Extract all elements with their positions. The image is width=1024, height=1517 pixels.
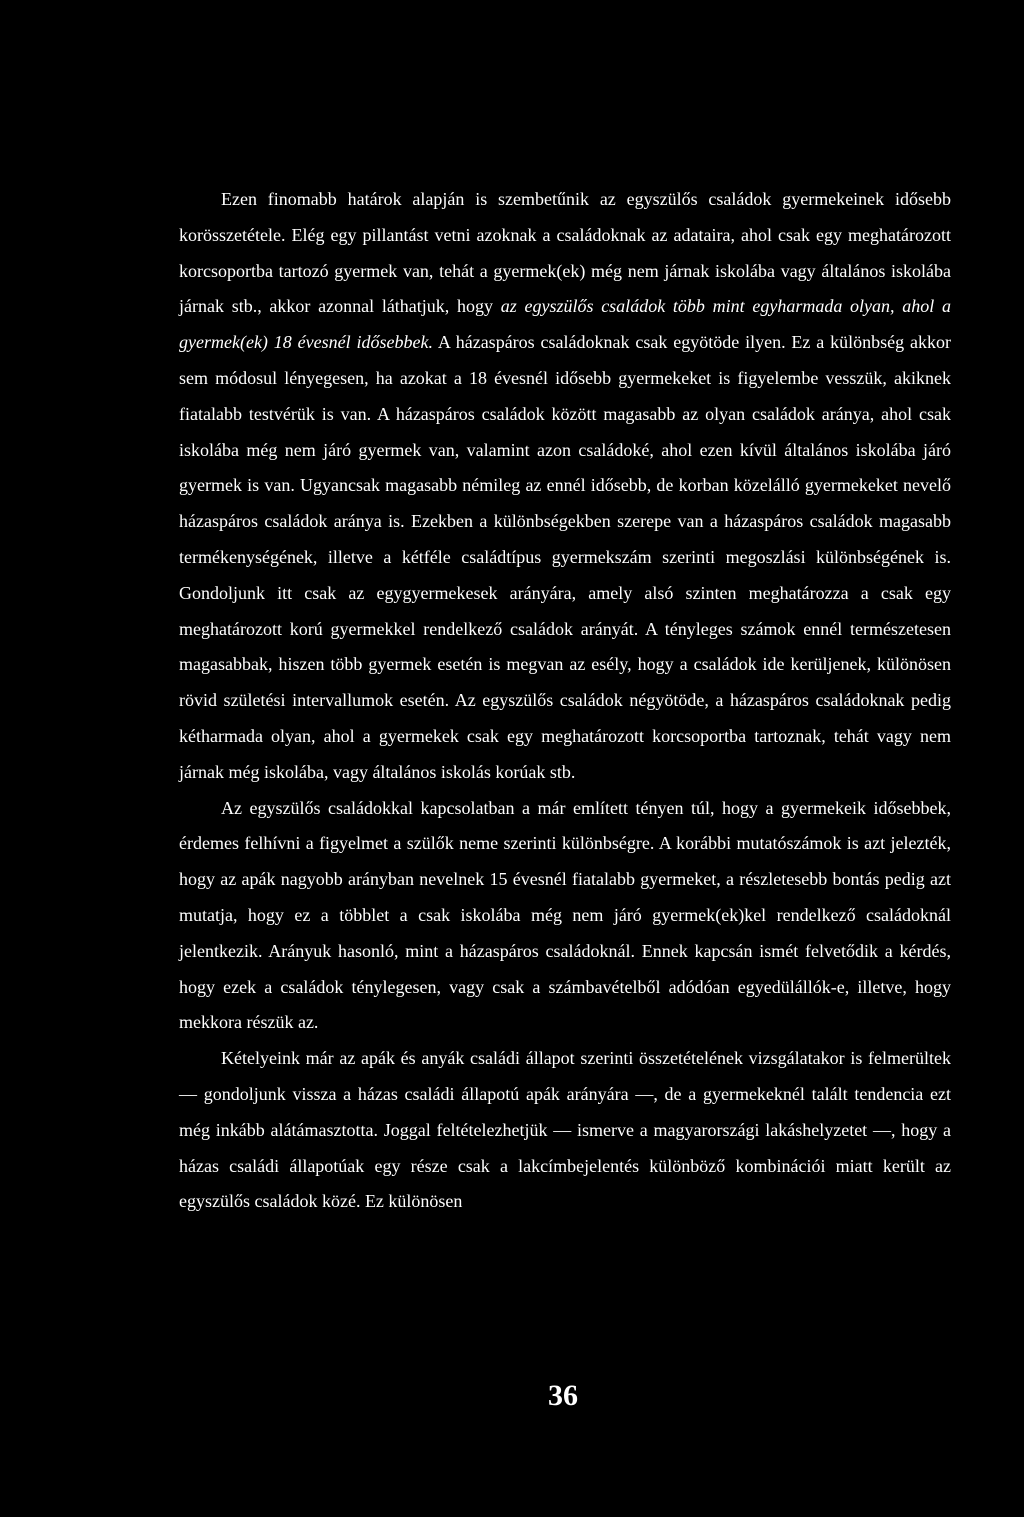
paragraph-1-text-end: A házaspáros családoknak csak egyötöde ilyen. Ez a különbség akkor sem módosul lényegesen, ha azokat a 18 évesnél idősebb gyermekeket is figyelembe vesszük, akiknek fiatalabb testvérük is van. A házaspáros családok között magasabb az olyan családok aránya, ahol csak iskolába még nem járó gyermek van, valamint azon családoké, ahol ezen kívül általános iskolába járó gyermek is van. Ugyancsak magasabb némileg az ennél idősebb, de korban közelálló gyermekeket nevelő házaspáros családok aránya is. Ezekben a különbségekben szerepe van a házaspáros családok magasabb termékenységének, illetve a kétféle családtípus gyermekszám szerinti megoszlási különbségének is. Gondoljunk itt csak az egygyermekesek arányára, amely alsó szinten meghatározza a csak egy meghatározott korú gyermekkel rendelkező családok arányát. A tényleges számok ennél természetesen magasabbak, hiszen több gyermek esetén is megvan az esély, hogy a családok ide kerüljenek, különösen rövid születési intervallumok esetén. Az egyszülős családok négyötöde, a házaspáros családoknak pedig kétharmada olyan, ahol a gyermekek csak egy meghatározott korcsoportba tartoznak, tehát vagy nem járnak még iskolába, vagy általános iskolás korúak stb. — [179, 332, 951, 782]
paragraph-1-emphasis: az egyszülős családok több mint egyharmada olyan, ahol a gyermek(ek) 18 évesnél idősebbek. — [179, 296, 951, 353]
body-text — [179, 182, 951, 1220]
page-number: 36 — [548, 1379, 578, 1412]
paragraph-1-text-start: Ezen finomabb határok alapján is szembetűnik az egyszülős családok gyermekeinek idősebb korösszetétele. Elég egy pillantást vetni azoknak a családoknak az adataira, ahol csak egy meghatározott korcsoportba tartozó gyermek van, tehát a gyermek(ek) még nem járnak iskolába vagy általános iskolába járnak stb., akkor azonnal láthatjuk, hogy — [179, 189, 951, 317]
paragraph-2: Az egyszülős családokkal kapcsolatban a már említett tényen túl, hogy a gyermekeik idősebbek, érdemes felhívni a figyelmet a szülők neme szerinti különbségre. A korábbi mutatószámok is azt jelezték, hogy az apák nagyobb arányban nevelnek 15 évesnél fiatalabb gyermeket, a részletesebb bontás pedig azt mutatja, hogy ez a többlet a csak iskolába még nem járó gyermek(ek)kel rendelkező családoknál jelentkezik. Arányuk hasonló, mint a házaspáros családoknál. Ennek kapcsán ismét felvetődik a kérdés, hogy ezek a családok ténylegesen, vagy csak a számbavételből adódóan egyedülállók-e, illetve, hogy mekkora részük az. — [179, 797, 951, 1033]
paragraph-1 — [179, 182, 951, 791]
paragraph-3: Kételyeink már az apák és anyák családi állapot szerinti összetételének vizsgálatakor is felmerültek — gondoljunk vissza a házas családi állapotú apák arányára —, de a gyermekeknél talált tendencia ezt még inkább alátámasztotta. Joggal feltételezhetjük — ismerve a magyarországi lakáshelyzetet —, hogy a házas családi állapotúak egy része csak a lakcímbejelentés különböző kombinációi miatt került az egyszülős családok közé. Ez különösen — [179, 1048, 951, 1212]
